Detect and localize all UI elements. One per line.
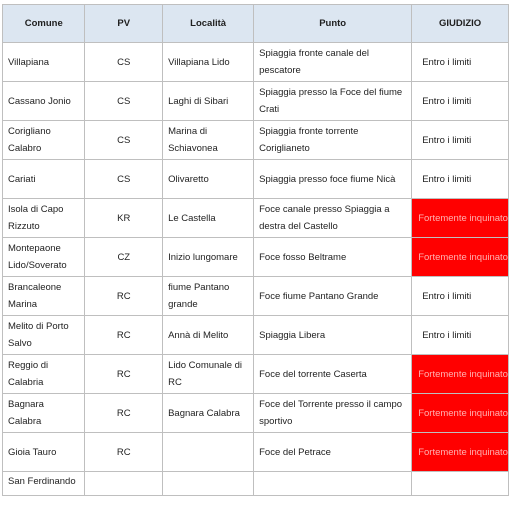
table-row bbox=[3, 355, 509, 394]
cell-comune: Gioia Tauro bbox=[3, 433, 85, 472]
cell-giudizio: Fortemente inquinato bbox=[412, 199, 509, 238]
cell-localita: Laghi di Sibari bbox=[163, 82, 254, 121]
table-row bbox=[3, 433, 509, 472]
table-row bbox=[3, 394, 509, 433]
table-row bbox=[3, 82, 509, 121]
cell-punto: Foce del torrente Caserta bbox=[254, 355, 412, 394]
cell-punto: Spiaggia Libera bbox=[254, 316, 412, 355]
cell-pv: CS bbox=[85, 82, 163, 121]
cell-giudizio: Fortemente inquinato bbox=[412, 238, 509, 277]
cell-comune: Reggio di Calabria bbox=[3, 355, 85, 394]
cell-pv: RC bbox=[85, 433, 163, 472]
table-row bbox=[3, 238, 509, 277]
table-row bbox=[3, 160, 509, 199]
cell-giudizio: Entro i limiti bbox=[412, 82, 509, 121]
col-header-punto: Punto bbox=[254, 5, 412, 43]
cell-comune: Corigliano Calabro bbox=[3, 121, 85, 160]
cell-comune: Cassano Jonio bbox=[3, 82, 85, 121]
cell-punto: Foce fosso Beltrame bbox=[254, 238, 412, 277]
table-row bbox=[3, 43, 509, 82]
cell-punto: Foce del Petrace bbox=[254, 433, 412, 472]
col-header-comune: Comune bbox=[3, 5, 85, 43]
cell-localita: Le Castella bbox=[163, 199, 254, 238]
table-row bbox=[3, 316, 509, 355]
beach-quality-table bbox=[2, 4, 509, 496]
cell-localita: Villapiana Lido bbox=[163, 43, 254, 82]
cell-localita: Lido Comunale di RC bbox=[163, 355, 254, 394]
cell-giudizio: Entro i limiti bbox=[412, 160, 509, 199]
cell-punto: Spiaggia presso la Foce del fiume Crati bbox=[254, 82, 412, 121]
cell-pv: RC bbox=[85, 355, 163, 394]
table-body bbox=[3, 43, 509, 496]
cell-pv: RC bbox=[85, 277, 163, 316]
cell-pv: CZ bbox=[85, 238, 163, 277]
cell-comune: Montepaone Lido/Soverato bbox=[3, 238, 85, 277]
cell-punto: Foce del Torrente presso il campo sportivo bbox=[254, 394, 412, 433]
col-header-pv: PV bbox=[85, 5, 163, 43]
cell-pv: CS bbox=[85, 121, 163, 160]
cell-comune: San Ferdinando bbox=[3, 472, 85, 496]
cell-punto: Foce canale presso Spiaggia a destra del Castello bbox=[254, 199, 412, 238]
col-header-giudizio: GIUDIZIO bbox=[412, 5, 509, 43]
cell-localita bbox=[163, 433, 254, 472]
cell-localita: Annà di Melito bbox=[163, 316, 254, 355]
cell-pv: CS bbox=[85, 43, 163, 82]
cell-comune: Villapiana bbox=[3, 43, 85, 82]
cell-pv bbox=[85, 472, 163, 496]
cell-pv: RC bbox=[85, 316, 163, 355]
cell-localita: Marina di Schiavonea bbox=[163, 121, 254, 160]
cell-giudizio: Fortemente inquinato bbox=[412, 433, 509, 472]
table-row bbox=[3, 472, 509, 496]
table-row bbox=[3, 277, 509, 316]
cell-giudizio: Fortemente inquinato bbox=[412, 355, 509, 394]
table-row bbox=[3, 121, 509, 160]
cell-punto: Spiaggia fronte torrente Coriglianeto bbox=[254, 121, 412, 160]
cell-giudizio: Entro i limiti bbox=[412, 43, 509, 82]
col-header-localita: Località bbox=[163, 5, 254, 43]
cell-giudizio: Fortemente inquinato bbox=[412, 394, 509, 433]
cell-localita: Olivaretto bbox=[163, 160, 254, 199]
cell-punto: Foce fiume Pantano Grande bbox=[254, 277, 412, 316]
cell-comune: Bagnara Calabra bbox=[3, 394, 85, 433]
cell-giudizio: Entro i limiti bbox=[412, 277, 509, 316]
cell-pv: KR bbox=[85, 199, 163, 238]
cell-localita: fiume Pantano grande bbox=[163, 277, 254, 316]
table-row bbox=[3, 199, 509, 238]
cell-comune: Isola di Capo Rizzuto bbox=[3, 199, 85, 238]
cell-pv: CS bbox=[85, 160, 163, 199]
cell-localita: Bagnara Calabra bbox=[163, 394, 254, 433]
cell-localita: Inizio lungomare bbox=[163, 238, 254, 277]
cell-punto bbox=[254, 472, 412, 496]
cell-punto: Spiaggia fronte canale del pescatore bbox=[254, 43, 412, 82]
cell-giudizio bbox=[412, 472, 509, 496]
cell-comune: Melito di Porto Salvo bbox=[3, 316, 85, 355]
cell-giudizio: Entro i limiti bbox=[412, 316, 509, 355]
cell-giudizio: Entro i limiti bbox=[412, 121, 509, 160]
cell-pv: RC bbox=[85, 394, 163, 433]
cell-punto: Spiaggia presso foce fiume Nicà bbox=[254, 160, 412, 199]
table-header-row bbox=[3, 5, 509, 43]
cell-comune: Cariati bbox=[3, 160, 85, 199]
cell-comune: Brancaleone Marina bbox=[3, 277, 85, 316]
cell-localita bbox=[163, 472, 254, 496]
